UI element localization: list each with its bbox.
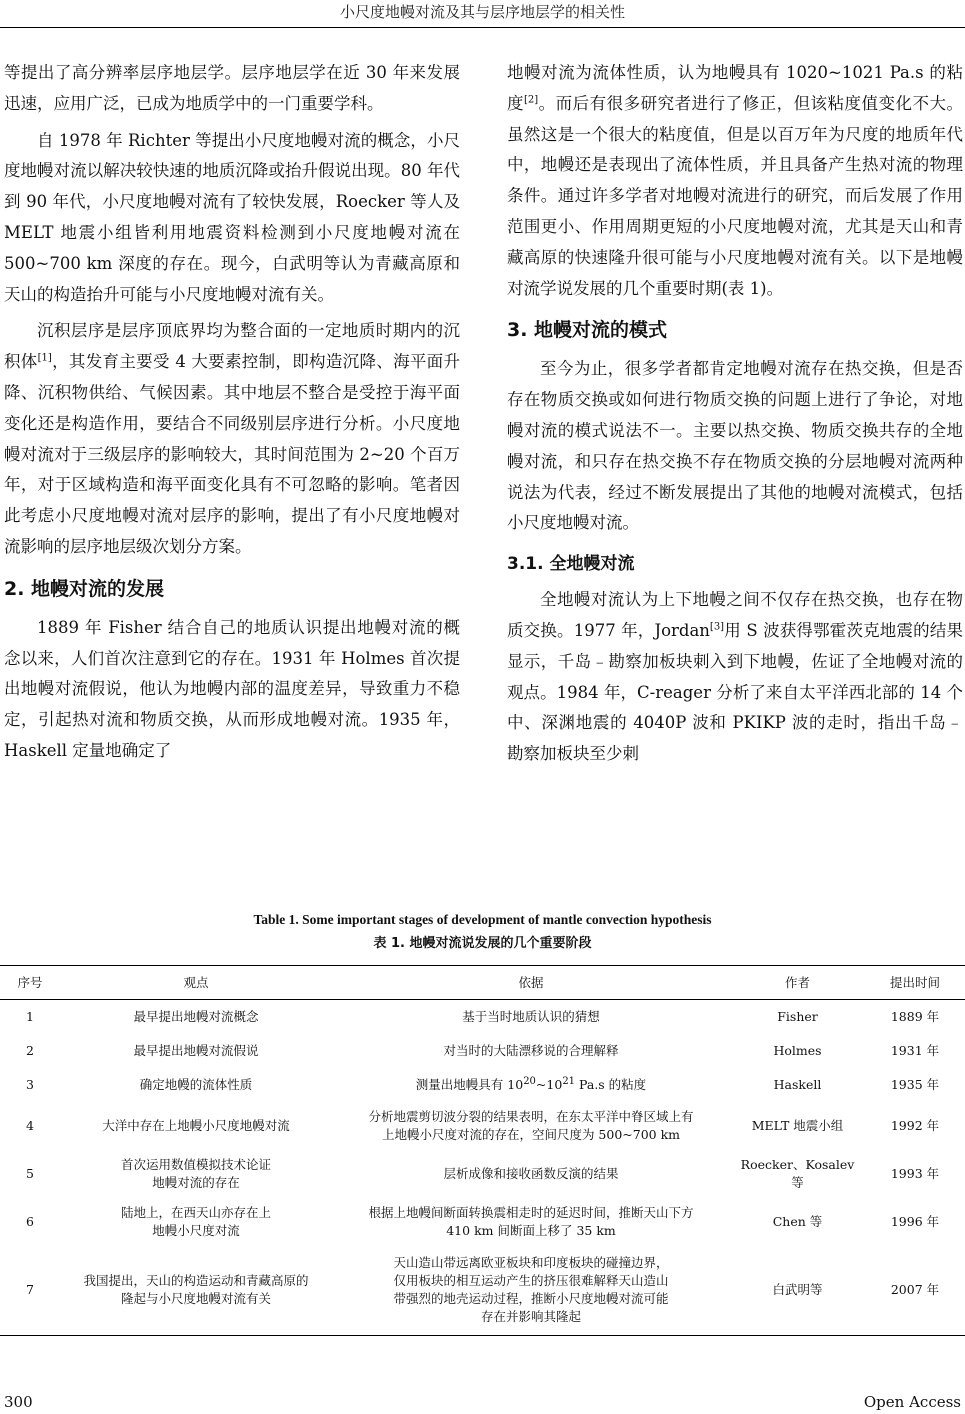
table-row — [0, 1000, 965, 1034]
page-number: 300 — [4, 1393, 33, 1411]
cell-line: 陆地上，在西天山亦存在上 — [120, 1204, 271, 1220]
cell-text: ~10 — [535, 1076, 563, 1092]
cell-number: 2 — [26, 1042, 34, 1058]
cell-basis — [332, 1034, 730, 1068]
cell-basis — [332, 1000, 730, 1034]
cell-author: Chen 等 — [772, 1213, 823, 1229]
header-cell-basis: 依据 — [332, 966, 730, 1000]
table-row — [0, 1198, 965, 1246]
cell-line: 隆起与小尺度地幔对流有关 — [120, 1291, 271, 1307]
paragraph-text: 地幔对流为流体性质，认为地幔具有 1020~1021 Pa.s 的粘度 — [507, 63, 963, 113]
cell-line: 带强烈的地壳运动过程，推断小尺度地幔对流可能 — [393, 1291, 669, 1307]
right-column — [507, 58, 963, 770]
cell-author: Haskell — [773, 1076, 822, 1092]
paragraph-text: ，其发育主要受 4 大要素控制，即构造沉降、海平面升降、沉积物供给、气候因素。其中地层不整合是受控于海平面变化还是构造作用，要结合不同级别层序进行分析。小尺度地幔对流对于三级层序的影响较大，其时间范围为 2~20 个百万年，对于区域构造和海平面变化具有不可忽略的影响。笔者因此考虑小尺度地幔对流对层序的影响，提出了有小尺度地幔对流影响的层序地层级次划分方案。 — [4, 352, 460, 556]
cell-number: 5 — [26, 1165, 34, 1181]
cell-line: 大洋中存在上地幔小尺度地幔对流 — [102, 1117, 290, 1133]
paragraph-text: 沉积层序是层序顶底界均为整合面的一定地质时期内的沉积体 — [4, 321, 460, 372]
paragraph-text: 。而后有很多研究者进行了修正，但该粘度值变化不大。虽然这是一个很大的粘度值，但是以百万年为尺度的地质年代中，地幔还是表现出了流体性质，并且具备产生热对流的物理条件。通过许多学者对地幔对流进行的研究，而后发展了作用范围更小、作用周期更短的小尺度地幔对流，尤其是天山和青藏高原的快速隆升很可能与小尺度地幔对流有关。以下是地幔对流学说发展的几个重要时期(表 1)。 — [507, 93, 964, 298]
cell-basis — [332, 1246, 730, 1336]
exponent: 21 — [562, 1075, 576, 1087]
header-cell-number: 序号 — [0, 966, 60, 1000]
cell-view — [60, 1246, 332, 1336]
cell-line: 410 km 间断面上移了 35 km — [446, 1222, 616, 1238]
paragraph — [507, 585, 963, 770]
cell-basis — [332, 1102, 730, 1150]
cell-line: 地幔对流的存在 — [152, 1174, 240, 1190]
cell-view — [60, 1034, 332, 1068]
paragraph: 自 1978 年 Richter 等提出小尺度地幔对流的概念，小尺度地幔对流以解决较快速的地质沉降或抬升假说出现。80 年代到 90 年代，小尺度地幔对流有了较快发展，Roecker 等人及 MELT 地震小组皆利用地震资料检测到小尺度地幔对流在 500~700 km 深度的存在。现今，白武明等认为青藏高原和天山的构造抬升可能与小尺度地幔对流有关。 — [4, 130, 460, 304]
cell-basis — [332, 1198, 730, 1246]
header-rule — [0, 27, 965, 28]
cell-author: Holmes — [773, 1042, 822, 1058]
header-cell-view: 观点 — [60, 966, 332, 1000]
paragraph: 至今为止，很多学者都肯定地幔对流存在热交换，但是否存在物质交换或如何进行物质交换的问题上进行了争论，对地幔对流的模式说法不一。主要以热交换、物质交换共存的全地幔对流，和只存在热交换不存在物质交换的分层地幔对流两种说法为代表，经过不断发展提出了其他的地幔对流模式，包括小尺度地幔对流。 — [507, 359, 963, 533]
cell-author: Fisher — [777, 1008, 818, 1024]
cell-author: 白武明等 — [730, 1246, 865, 1336]
open-access-label: Open Access — [863, 1393, 961, 1411]
cell-year: 2007 年 — [865, 1246, 965, 1336]
cell-view — [60, 1000, 332, 1034]
cell-line: 首次运用数值模拟技术论证 — [120, 1156, 271, 1172]
cell-view — [60, 1150, 332, 1198]
citation-ref[interactable]: [3] — [709, 621, 725, 633]
cell-number: 7 — [0, 1246, 60, 1336]
table-row — [0, 1246, 965, 1336]
cell-number: 6 — [26, 1213, 34, 1229]
paragraph — [507, 58, 963, 304]
cell-number: 3 — [26, 1076, 34, 1092]
header-cell-author: 作者 — [730, 966, 865, 1000]
cell-year: 1993 年 — [890, 1165, 940, 1181]
cell-line: 根据上地幔间断面转换震相走时的延迟时间，推断天山下方 — [368, 1204, 694, 1220]
table-row — [0, 1034, 965, 1068]
cell-year: 1992 年 — [890, 1117, 940, 1133]
table-row — [0, 1150, 965, 1198]
cell-year: 1996 年 — [890, 1213, 940, 1229]
cell-line: 分析地震剪切波分裂的结果表明，在东太平洋中脊区域上有 — [368, 1108, 694, 1124]
cell-basis — [332, 1068, 730, 1102]
cell-line: 地幔小尺度对流 — [152, 1222, 240, 1238]
cell-line: 我国提出，天山的构造运动和青藏高原的 — [83, 1273, 309, 1289]
cell-basis — [332, 1150, 730, 1198]
cell-line: 基于当时地质认识的猜想 — [462, 1008, 600, 1024]
cell-line: 最早提出地幔对流概念 — [133, 1008, 259, 1024]
exponent: 20 — [523, 1075, 536, 1087]
table-caption-chinese: 表 1. 地幔对流说发展的几个重要阶段 — [373, 936, 592, 951]
section-heading: 3. 地幔对流的模式 — [507, 319, 668, 342]
paragraph — [4, 316, 460, 562]
cell-line: 存在并影响其隆起 — [480, 1309, 581, 1325]
cell-line: 上地幔小尺度对流的存在，空间尺度为 500~700 km — [381, 1126, 681, 1142]
citation-ref[interactable]: [2] — [524, 94, 539, 106]
table-header-row — [0, 966, 965, 1000]
cell-view — [60, 1198, 332, 1246]
header-cell-year: 提出时间 — [865, 966, 965, 1000]
cell-author: MELT 地震小组 — [751, 1117, 844, 1133]
subsection-heading: 3.1. 全地幔对流 — [507, 554, 635, 575]
cell-line: 确定地幔的流体性质 — [139, 1076, 253, 1092]
cell-line: 对当时的大陆漂移说的合理解释 — [443, 1042, 619, 1058]
table-row — [0, 1102, 965, 1150]
section-heading: 2. 地幔对流的发展 — [4, 577, 165, 600]
cell-line: 仅用板块的相互运动产生的挤压很难解释天山造山 — [393, 1273, 669, 1289]
table-caption-english: Table 1. Some important stages of development of mantle convection hypothesis — [253, 912, 712, 927]
paragraph: 等提出了高分辨率层序地层学。层序地层学在近 30 年来发展迅速，应用广泛，已成为地质学中的一门重要学科。 — [4, 63, 460, 113]
cell-line: 最早提出地幔对流假说 — [133, 1042, 259, 1058]
left-column — [4, 58, 460, 767]
cell-number: 1 — [26, 1008, 34, 1024]
cell-line: 层析成像和接收函数反演的结果 — [443, 1165, 619, 1181]
cell-text: Pa.s 的粘度 — [575, 1076, 647, 1092]
cell-author: Roecker、Kosalev 等 — [740, 1156, 855, 1190]
cell-line: 天山造山带远离欧亚板块和印度板块的碰撞边界， — [393, 1255, 669, 1271]
cell-year: 1935 年 — [890, 1076, 940, 1092]
running-header: 小尺度地幔对流及其与层序地层学的相关性 — [339, 3, 625, 21]
cell-text: 测量出地幔具有 10 — [415, 1076, 524, 1092]
mantle-convection-stages-table — [0, 965, 965, 1336]
cell-year: 1889 年 — [890, 1008, 940, 1024]
paragraph-text: 全地幔对流认为上下地幔之间不仅存在热交换，也存在物质交换。1977 年，Jordan — [507, 590, 963, 640]
table-row — [0, 1068, 965, 1102]
cell-year: 1931 年 — [890, 1042, 940, 1058]
cell-view — [60, 1102, 332, 1150]
citation-ref[interactable]: [1] — [37, 352, 52, 364]
cell-number: 4 — [26, 1117, 34, 1133]
paragraph: 1889 年 Fisher 结合自己的地质认识提出地幔对流的概念以来，人们首次注意到它的存在。1931 年 Holmes 首次提出地幔对流假说，他认为地幔内部的温度差异，导致重力不稳定，引起热对流和物质交换，从而形成地幔对流。1935 年，Haskell 定量地确定了 — [4, 617, 460, 760]
cell-view — [60, 1068, 332, 1102]
paragraph-text: 用 S 波获得鄂霍茨克地震的结果显示，千岛﹣勘察加板块刺入到下地幔，佐证了全地幔对流的观点。1984 年，C-reager 分析了来自太平洋西北部的 14 个中、深渊地震的 4040P 波和 PKIKP 波的走时，指出千岛﹣勘察加板块至少刺 — [507, 620, 963, 764]
